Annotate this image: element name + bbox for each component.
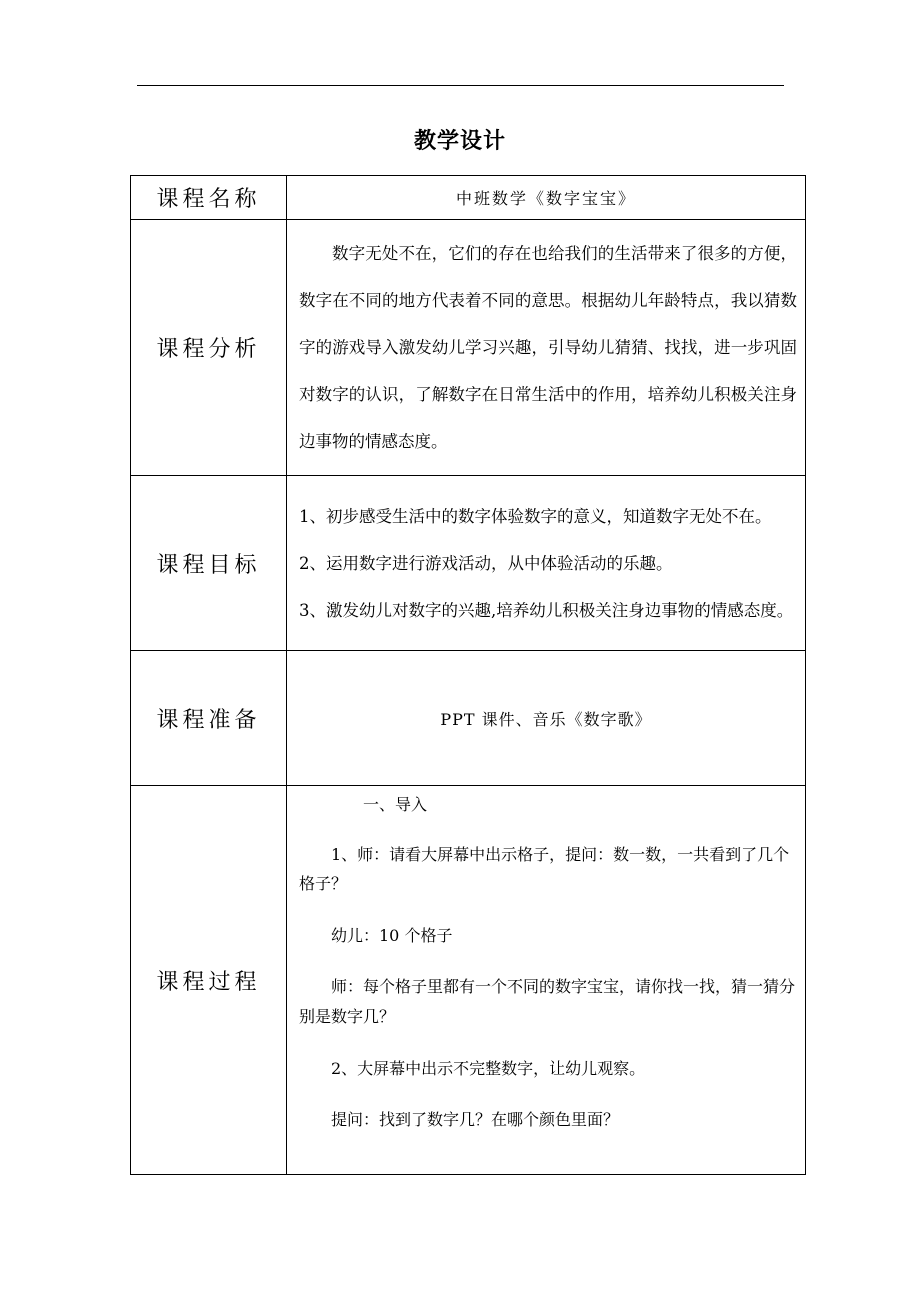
preparation-label: 课程准备 bbox=[131, 651, 287, 786]
table-row-goals bbox=[131, 476, 806, 651]
process-paragraph: 2、大屏幕中出示不完整数字，让幼儿观察。 bbox=[331, 1058, 646, 1078]
goal-item: 3、激发幼儿对数字的兴趣,培养幼儿积极关注身边事物的情感态度。 bbox=[299, 600, 794, 620]
goals-list bbox=[287, 493, 805, 634]
process-label: 课程过程 bbox=[131, 786, 287, 1175]
process-paragraph: 提问：找到了数字几？在哪个颜色里面？ bbox=[331, 1110, 620, 1130]
goal-item: 1、初步感受生活中的数字体验数字的意义，知道数字无处不在。 bbox=[299, 506, 772, 526]
analysis-text: 数字无处不在，它们的存在也给我们的生活带来了很多的方便，数字在不同的地方代表着不同的意思。根据幼儿年龄特点，我以猜数字的游戏导入激发幼儿学习兴趣，引导幼儿猜猜、找找，进一步巩固对数字的认识，了解数字在日常生活中的作用，培养幼儿积极关注身边事物的情感态度。 bbox=[299, 244, 797, 452]
table-row-course-name bbox=[131, 176, 806, 220]
table-row-analysis bbox=[131, 220, 806, 476]
process-body bbox=[287, 786, 805, 1135]
table-row-preparation bbox=[131, 651, 806, 786]
process-paragraph: 师：每个格子里都有一个不同的数字宝宝，请你找一找，猜一猜分别是数字几？ bbox=[299, 977, 796, 1027]
process-section-title: 一、导入 bbox=[363, 795, 428, 815]
course-name-value: 中班数学《数字宝宝》 bbox=[287, 176, 806, 220]
preparation-value: PPT 课件、音乐《数字歌》 bbox=[287, 651, 806, 786]
process-paragraph: 幼儿：10 个格子 bbox=[331, 925, 453, 945]
lesson-plan-table bbox=[130, 175, 806, 1175]
document-title: 教学设计 bbox=[413, 128, 506, 154]
goal-item: 2、运用数字进行游戏活动，从中体验活动的乐趣。 bbox=[299, 553, 673, 573]
goals-label: 课程目标 bbox=[131, 476, 287, 651]
header-rule bbox=[137, 85, 784, 86]
analysis-label: 课程分析 bbox=[131, 220, 287, 476]
course-name-label: 课程名称 bbox=[131, 176, 287, 220]
table-row-process bbox=[131, 786, 806, 1175]
process-paragraph: 1、师：请看大屏幕中出示格子，提问：数一数，一共看到了几个格子？ bbox=[299, 844, 790, 894]
